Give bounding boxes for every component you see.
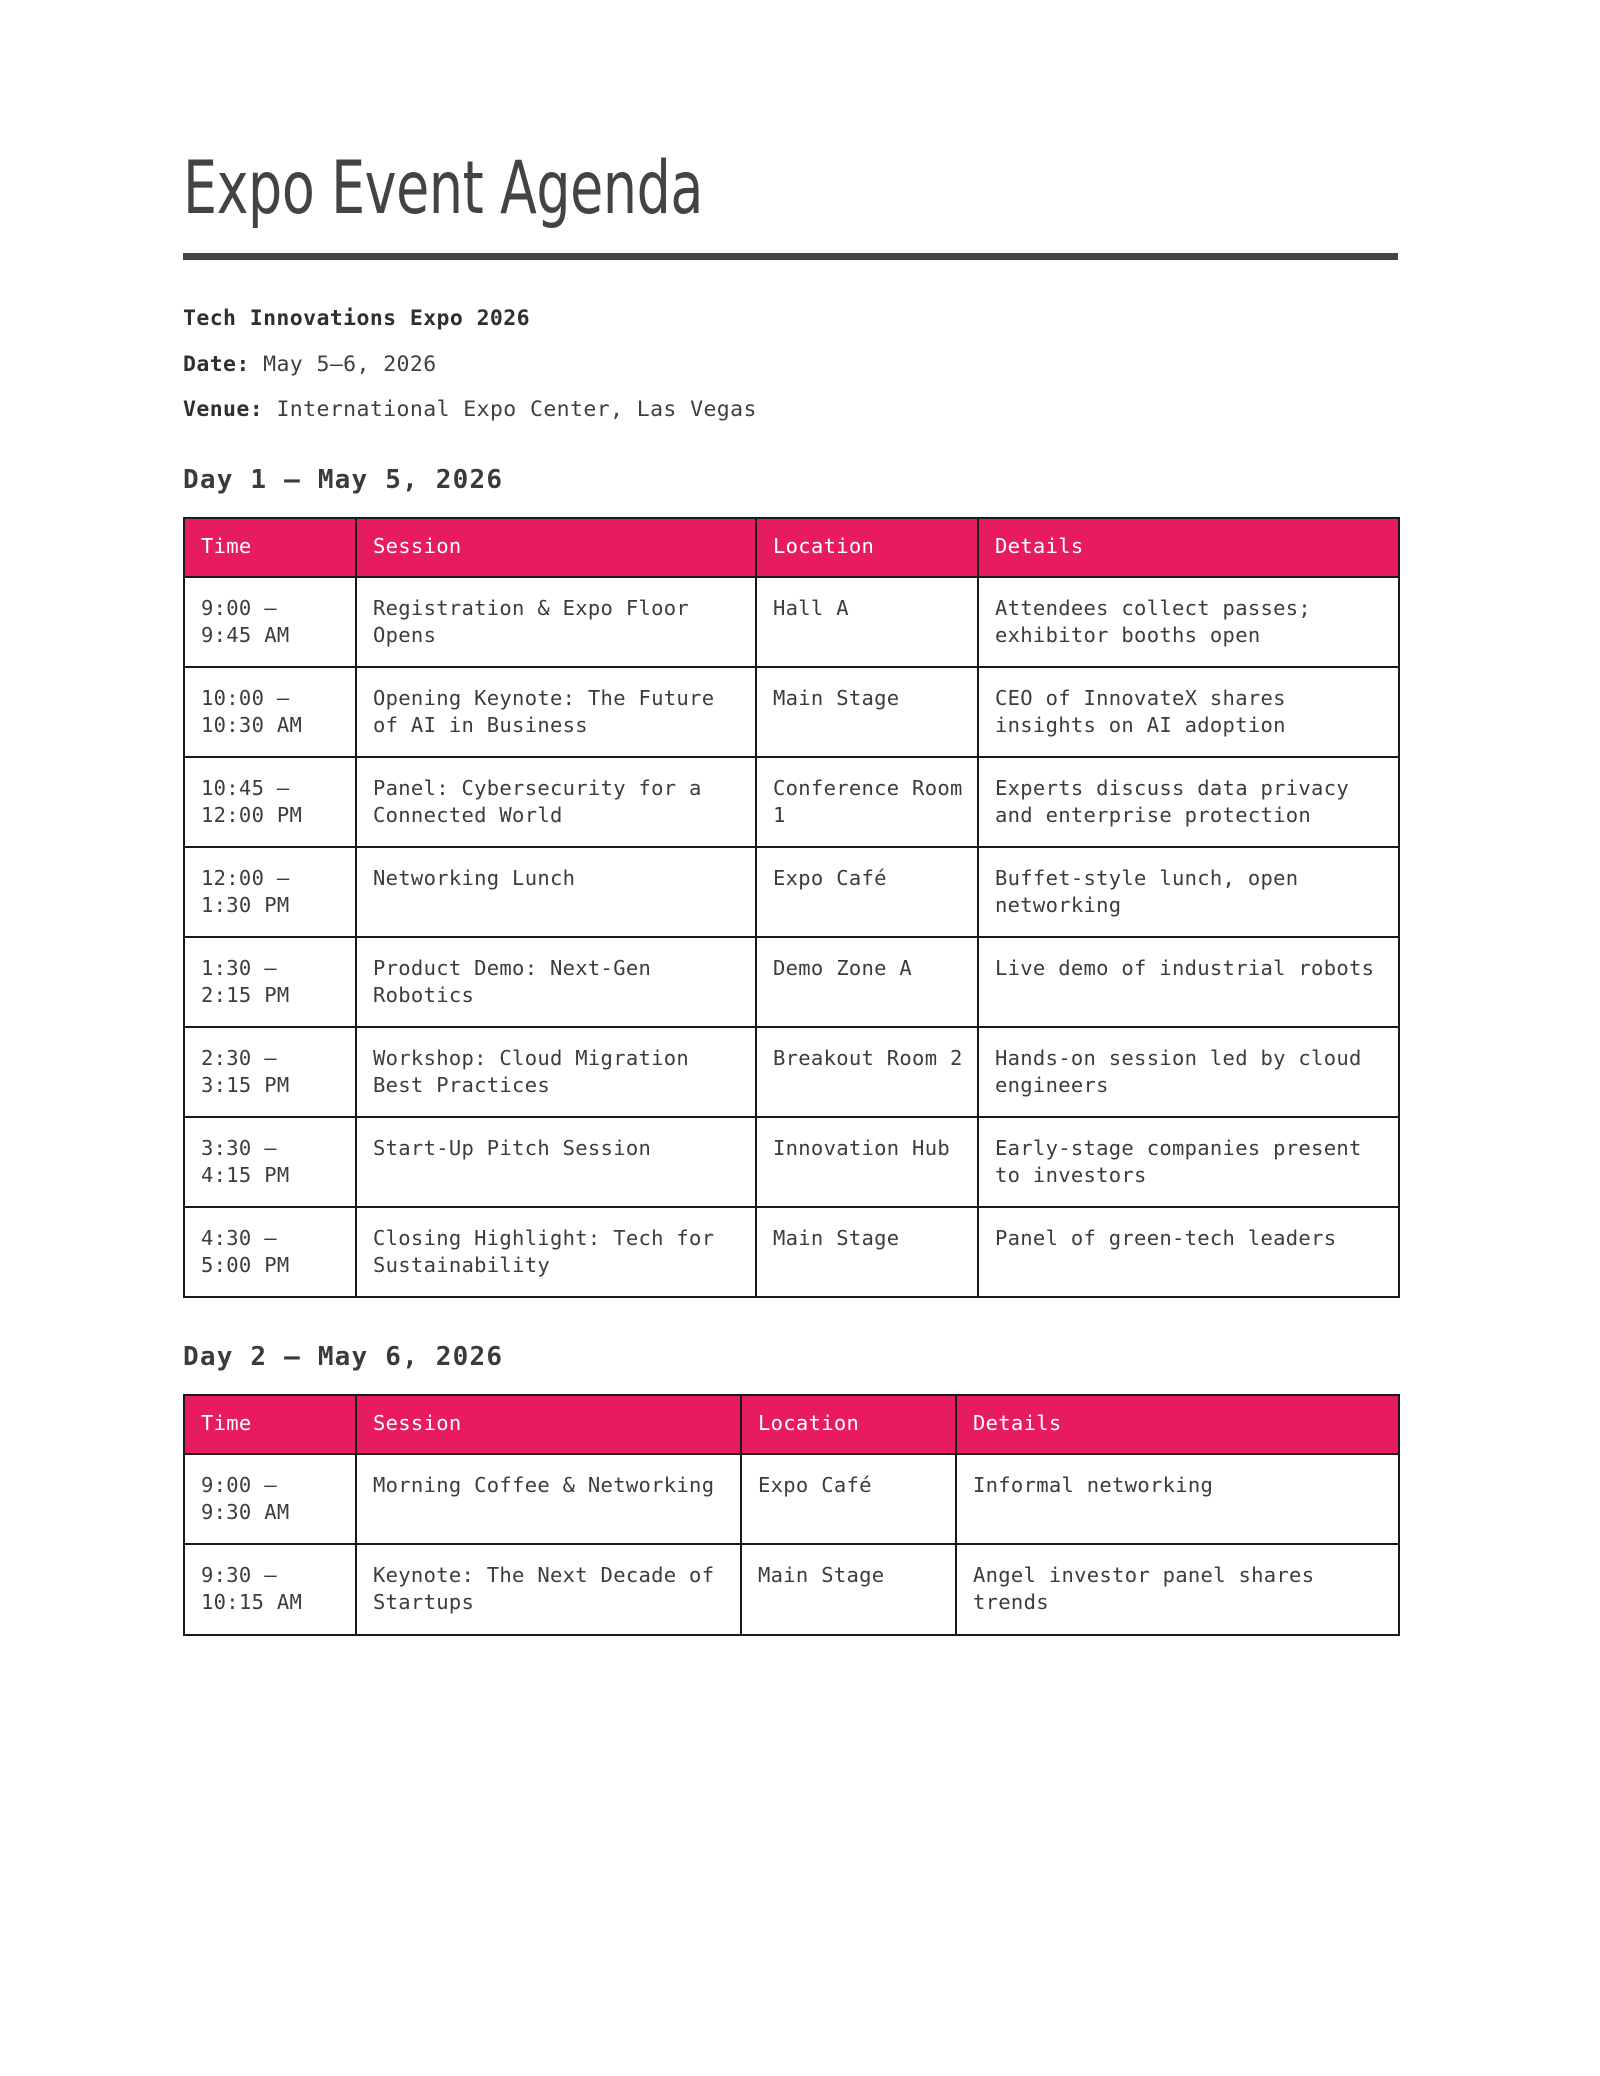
day-1-table-body bbox=[184, 577, 1399, 1298]
day-2-table-body bbox=[184, 1454, 1399, 1634]
table-row bbox=[184, 1117, 1399, 1207]
cell-time: 10:45 – 12:00 PM bbox=[184, 757, 356, 847]
cell-session: Product Demo: Next-Gen Robotics bbox=[356, 937, 756, 1027]
table-row bbox=[184, 1544, 1399, 1634]
title-divider bbox=[183, 253, 1398, 260]
cell-details: Early-stage companies present to investors bbox=[978, 1117, 1399, 1207]
event-date-label: Date: bbox=[183, 351, 250, 377]
column-header-details: Details bbox=[956, 1395, 1399, 1454]
cell-session: Morning Coffee & Networking bbox=[356, 1454, 741, 1544]
cell-time: 1:30 – 2:15 PM bbox=[184, 937, 356, 1027]
table-row bbox=[184, 937, 1399, 1027]
cell-location: Breakout Room 2 bbox=[756, 1027, 978, 1117]
day-1-heading: Day 1 – May 5, 2026 bbox=[183, 464, 504, 495]
day-1-agenda-table bbox=[183, 517, 1400, 1299]
event-metadata bbox=[183, 308, 1398, 421]
cell-session: Networking Lunch bbox=[356, 847, 756, 937]
cell-time: 10:00 – 10:30 AM bbox=[184, 667, 356, 757]
cell-location: Expo Café bbox=[756, 847, 978, 937]
cell-details: Angel investor panel shares trends bbox=[956, 1544, 1399, 1634]
cell-location: Main Stage bbox=[756, 1207, 978, 1297]
cell-session: Keynote: The Next Decade of Startups bbox=[356, 1544, 741, 1634]
cell-location: Main Stage bbox=[741, 1544, 956, 1634]
cell-session: Start-Up Pitch Session bbox=[356, 1117, 756, 1207]
cell-location: Main Stage bbox=[756, 667, 978, 757]
table-header-row bbox=[184, 1395, 1399, 1454]
cell-location: Hall A bbox=[756, 577, 978, 667]
cell-details: Buffet-style lunch, open networking bbox=[978, 847, 1399, 937]
cell-details: CEO of InnovateX shares insights on AI adoption bbox=[978, 667, 1399, 757]
table-header-row bbox=[184, 518, 1399, 577]
cell-location: Expo Café bbox=[741, 1454, 956, 1544]
cell-details: Live demo of industrial robots bbox=[978, 937, 1399, 1027]
table-row bbox=[184, 1027, 1399, 1117]
column-header-session: Session bbox=[356, 1395, 741, 1454]
document-content bbox=[183, 0, 1398, 1636]
cell-location: Innovation Hub bbox=[756, 1117, 978, 1207]
cell-time: 9:00 – 9:30 AM bbox=[184, 1454, 356, 1544]
event-venue-line bbox=[183, 399, 1398, 421]
table-row bbox=[184, 1454, 1399, 1544]
page-title: Expo Event Agenda bbox=[183, 146, 704, 231]
cell-time: 9:30 – 10:15 AM bbox=[184, 1544, 356, 1634]
column-header-details: Details bbox=[978, 518, 1399, 577]
event-venue-label: Venue: bbox=[183, 397, 264, 422]
column-header-time: Time bbox=[184, 518, 356, 577]
cell-time: 12:00 – 1:30 PM bbox=[184, 847, 356, 937]
table-row bbox=[184, 577, 1399, 667]
event-venue-value: International Expo Center, Las Vegas bbox=[276, 397, 757, 422]
cell-session: Registration & Expo Floor Opens bbox=[356, 577, 756, 667]
cell-details: Attendees collect passes; exhibitor booths open bbox=[978, 577, 1399, 667]
cell-location: Conference Room 1 bbox=[756, 757, 978, 847]
event-name: Tech Innovations Expo 2026 bbox=[183, 306, 530, 331]
table-row bbox=[184, 1207, 1399, 1297]
column-header-location: Location bbox=[756, 518, 978, 577]
cell-time: 9:00 – 9:45 AM bbox=[184, 577, 356, 667]
table-row bbox=[184, 847, 1399, 937]
cell-session: Panel: Cybersecurity for a Connected World bbox=[356, 757, 756, 847]
day-2-agenda-table bbox=[183, 1394, 1400, 1635]
column-header-time: Time bbox=[184, 1395, 356, 1454]
cell-session: Closing Highlight: Tech for Sustainability bbox=[356, 1207, 756, 1297]
table-row bbox=[184, 757, 1399, 847]
cell-time: 2:30 – 3:15 PM bbox=[184, 1027, 356, 1117]
table-row bbox=[184, 667, 1399, 757]
cell-location: Demo Zone A bbox=[756, 937, 978, 1027]
cell-time: 3:30 – 4:15 PM bbox=[184, 1117, 356, 1207]
cell-details: Informal networking bbox=[956, 1454, 1399, 1544]
cell-details: Experts discuss data privacy and enterprise protection bbox=[978, 757, 1399, 847]
event-date-line bbox=[183, 351, 1398, 377]
cell-time: 4:30 – 5:00 PM bbox=[184, 1207, 356, 1297]
cell-details: Hands-on session led by cloud engineers bbox=[978, 1027, 1399, 1117]
column-header-location: Location bbox=[741, 1395, 956, 1454]
cell-details: Panel of green-tech leaders bbox=[978, 1207, 1399, 1297]
cell-session: Workshop: Cloud Migration Best Practices bbox=[356, 1027, 756, 1117]
column-header-session: Session bbox=[356, 518, 756, 577]
event-date-value: May 5–6, 2026 bbox=[263, 351, 437, 377]
cell-session: Opening Keynote: The Future of AI in Business bbox=[356, 667, 756, 757]
day-2-heading: Day 2 – May 6, 2026 bbox=[183, 1342, 504, 1373]
